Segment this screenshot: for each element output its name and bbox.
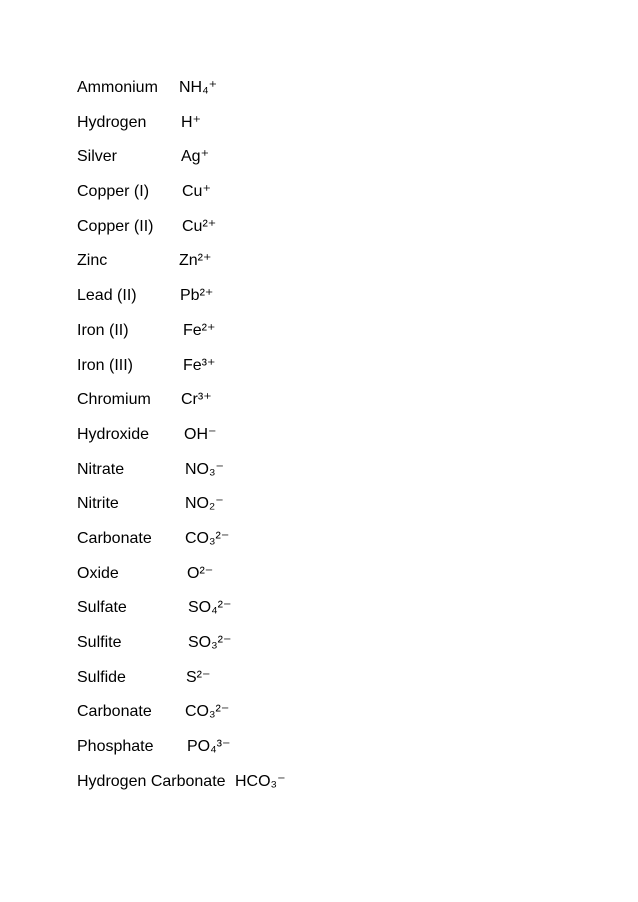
- ion-row: [77, 284, 597, 319]
- ion-formula: S²⁻: [186, 668, 211, 686]
- ion-row: [77, 700, 597, 735]
- ion-row: [77, 458, 597, 493]
- ion-formula: Cu⁺: [182, 183, 211, 201]
- ion-row: [77, 596, 597, 631]
- ion-formula: Pb²⁺: [180, 287, 214, 305]
- ion-row: [77, 249, 597, 284]
- ion-formula: Cr³⁺: [181, 391, 212, 409]
- ion-name: Nitrate: [77, 460, 125, 478]
- ion-row: [77, 319, 597, 354]
- ion-name: Sulfide: [77, 668, 126, 686]
- ion-name: Lead (II): [77, 287, 137, 305]
- ion-name: Oxide: [77, 564, 119, 582]
- ion-row: [77, 388, 597, 423]
- ion-row: [77, 76, 597, 111]
- ion-formula: Fe³⁺: [183, 356, 216, 374]
- ion-formula: CO₃²⁻: [185, 529, 230, 547]
- ion-row: [77, 354, 597, 389]
- ion-name: Carbonate: [77, 529, 152, 547]
- ion-formula: NO₂⁻: [185, 495, 224, 513]
- ion-name: Iron (II): [77, 321, 129, 339]
- ion-row: [77, 145, 597, 180]
- ion-formula: SO₄²⁻: [188, 599, 232, 617]
- ion-formula: PO₄³⁻: [187, 738, 231, 756]
- ion-row: [77, 215, 597, 250]
- ion-formula: HCO₃⁻: [235, 772, 286, 790]
- ion-formula: NH₄⁺: [179, 79, 218, 96]
- ion-name: Ammonium: [77, 79, 158, 96]
- ion-name: Sulfite: [77, 634, 122, 651]
- ion-row: [77, 492, 597, 527]
- ion-name: Copper (I): [77, 183, 150, 201]
- ion-name: Iron (III): [77, 356, 134, 374]
- ion-name: Phosphate: [77, 738, 154, 756]
- ion-formula: O²⁻: [187, 564, 214, 582]
- ion-row: [77, 666, 597, 701]
- ion-row: [77, 631, 597, 666]
- ion-formula: Zn²⁺: [179, 252, 212, 270]
- ion-row: [77, 180, 597, 215]
- ion-row: [77, 423, 597, 458]
- ion-name: Nitrite: [77, 495, 119, 513]
- ion-name: Hydrogen: [77, 113, 147, 131]
- ion-formula: H⁺: [181, 113, 201, 131]
- ion-row: [77, 562, 597, 597]
- ion-name: Carbonate: [77, 703, 152, 721]
- ion-formula: Cu²⁺: [182, 217, 217, 235]
- ion-name: Silver: [77, 148, 118, 166]
- ion-formula: NO₃⁻: [185, 460, 224, 478]
- ion-row: [77, 770, 597, 805]
- ion-formula: CO₃²⁻: [185, 703, 230, 721]
- ion-list: [77, 76, 597, 804]
- ion-row: [77, 527, 597, 562]
- ion-formula: Fe²⁺: [183, 321, 216, 339]
- ion-name: Hydrogen Carbonate: [77, 772, 226, 790]
- ion-row: [77, 111, 597, 146]
- ion-name: Copper (II): [77, 217, 154, 235]
- ion-name: Sulfate: [77, 599, 127, 617]
- ion-row: [77, 735, 597, 770]
- ion-name: Hydroxide: [77, 425, 150, 443]
- ion-formula: OH⁻: [184, 425, 217, 443]
- ion-formula: Ag⁺: [181, 148, 210, 166]
- ion-formula: SO₃²⁻: [188, 634, 232, 651]
- ion-name: Zinc: [77, 252, 108, 270]
- ion-name: Chromium: [77, 391, 151, 409]
